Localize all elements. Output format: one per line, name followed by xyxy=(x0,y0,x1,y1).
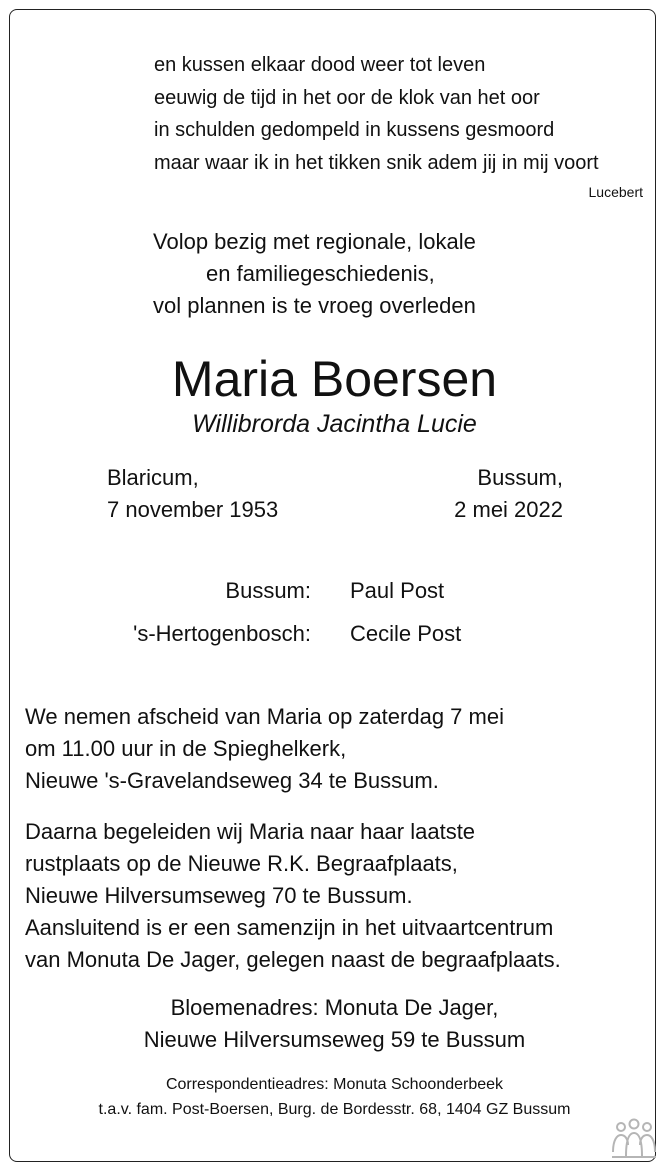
family-place: 's-Hertogenbosch: xyxy=(133,621,311,646)
poem-line: in schulden gedompeld in kussens gesmoord xyxy=(154,119,555,141)
poem-line: en kussen elkaar dood weer tot leven xyxy=(154,54,486,76)
burial-line: van Monuta De Jager, gelegen naast de begraafplaats. xyxy=(25,947,561,972)
flowers-line: Nieuwe Hilversumseweg 59 te Bussum xyxy=(143,1027,526,1052)
notice-frame xyxy=(9,9,656,1162)
deceased-name: Maria Boersen xyxy=(171,351,498,407)
deceased-given-names: Willibrorda Jacintha Lucie xyxy=(192,410,477,438)
death-date: 2 mei 2022 xyxy=(454,497,563,522)
flowers-line: Bloemenadres: Monuta De Jager, xyxy=(170,995,499,1020)
burial-line: Aansluitend is er een samenzijn in het uitvaartcentrum xyxy=(25,915,554,940)
burial-line: Nieuwe Hilversumseweg 70 te Bussum. xyxy=(25,883,413,908)
burial-line: Daarna begeleiden wij Maria naar haar laatste xyxy=(25,819,476,844)
birth-place: Blaricum, xyxy=(107,465,199,490)
death-place: Bussum, xyxy=(477,465,563,490)
people-group-icon xyxy=(609,1118,659,1160)
poem-line: eeuwig de tijd in het oor de klok van het oor xyxy=(154,87,540,109)
family-place: Bussum: xyxy=(225,578,311,603)
poem-author: Lucebert xyxy=(588,184,643,200)
motto-line: vol plannen is te vroeg overleden xyxy=(153,293,476,318)
family-name: Paul Post xyxy=(350,578,445,603)
family-name: Cecile Post xyxy=(350,621,462,646)
correspondence-line: Correspondentieadres: Monuta Schoonderbeek xyxy=(165,1076,504,1093)
correspondence-line: t.a.v. fam. Post-Boersen, Burg. de Bordesstr. 68, 1404 GZ Bussum xyxy=(98,1101,571,1118)
birth-date: 7 november 1953 xyxy=(107,497,279,522)
motto-line: Volop bezig met regionale, lokale xyxy=(153,229,476,254)
poem-line: maar waar ik in het tikken snik adem jij in mij voort xyxy=(154,152,599,174)
farewell-line: om 11.00 uur in de Spieghelkerk, xyxy=(25,736,347,761)
motto-line: en familiegeschiedenis, xyxy=(206,261,435,286)
farewell-line: We nemen afscheid van Maria op zaterdag 7 mei xyxy=(25,704,504,729)
farewell-line: Nieuwe 's-Gravelandseweg 34 te Bussum. xyxy=(25,768,439,793)
burial-line: rustplaats op de Nieuwe R.K. Begraafplaats, xyxy=(25,851,458,876)
